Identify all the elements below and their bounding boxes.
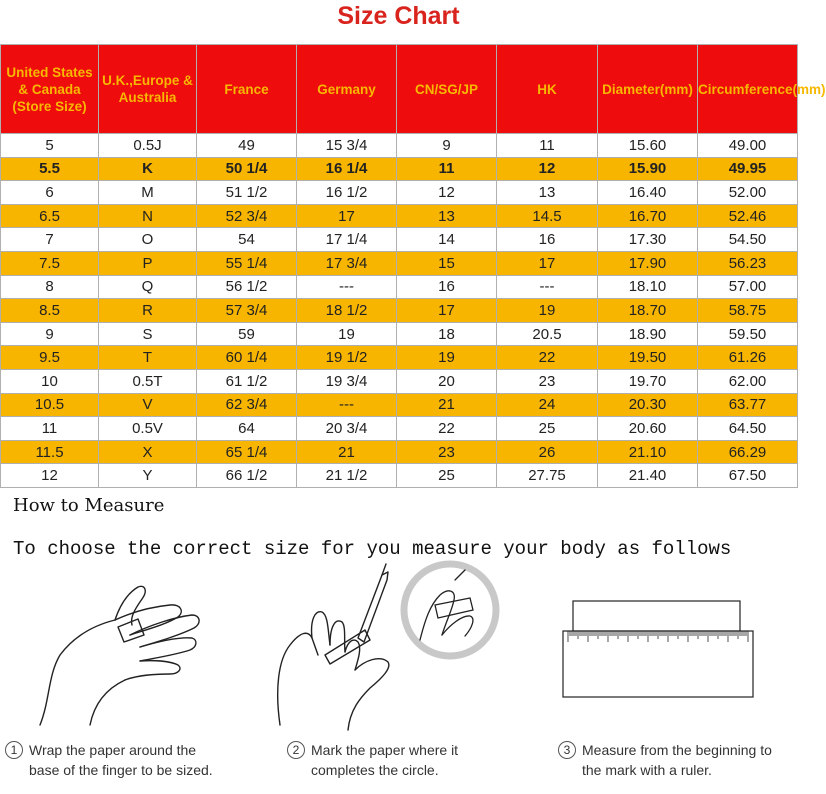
cell-france-size: 56 1/2 bbox=[197, 275, 297, 299]
cell-us-size: 11.5 bbox=[1, 440, 99, 464]
cell-cn-size: 23 bbox=[397, 440, 497, 464]
cell-uk-size: 0.5J bbox=[99, 134, 197, 158]
cell-hk-size: 24 bbox=[497, 393, 598, 417]
cell-circumference: 63.77 bbox=[698, 393, 798, 417]
cell-cn-size: 14 bbox=[397, 228, 497, 252]
hand-wrap-illustration bbox=[20, 575, 210, 735]
cell-cn-size: 21 bbox=[397, 393, 497, 417]
cell-germany-size: 18 1/2 bbox=[297, 299, 397, 323]
cell-france-size: 61 1/2 bbox=[197, 369, 297, 393]
cell-circumference: 52.46 bbox=[698, 204, 798, 228]
table-row bbox=[1, 440, 798, 464]
cell-cn-size: 9 bbox=[397, 134, 497, 158]
cell-france-size: 57 3/4 bbox=[197, 299, 297, 323]
cell-germany-size: 16 1/2 bbox=[297, 181, 397, 205]
cell-cn-size: 11 bbox=[397, 157, 497, 181]
cell-france-size: 54 bbox=[197, 228, 297, 252]
cell-france-size: 65 1/4 bbox=[197, 440, 297, 464]
cell-hk-size: --- bbox=[497, 275, 598, 299]
cell-circumference: 49.00 bbox=[698, 134, 798, 158]
cell-diameter: 20.30 bbox=[598, 393, 698, 417]
ruler-illustration bbox=[560, 600, 755, 700]
cell-cn-size: 17 bbox=[397, 299, 497, 323]
cell-cn-size: 22 bbox=[397, 417, 497, 441]
cell-diameter: 18.10 bbox=[598, 275, 698, 299]
cell-hk-size: 25 bbox=[497, 417, 598, 441]
page-title: Size Chart bbox=[337, 2, 460, 30]
cell-germany-size: 17 1/4 bbox=[297, 228, 397, 252]
table-row bbox=[1, 275, 798, 299]
cell-uk-size: N bbox=[99, 204, 197, 228]
cell-diameter: 19.50 bbox=[598, 346, 698, 370]
step-3-number-icon: 3 bbox=[558, 741, 576, 759]
cell-germany-size: 21 bbox=[297, 440, 397, 464]
cell-germany-size: 15 3/4 bbox=[297, 134, 397, 158]
table-row bbox=[1, 204, 798, 228]
table-row bbox=[1, 181, 798, 205]
cell-circumference: 67.50 bbox=[698, 464, 798, 488]
cell-us-size: 5.5 bbox=[1, 157, 99, 181]
cell-hk-size: 16 bbox=[497, 228, 598, 252]
cell-hk-size: 23 bbox=[497, 369, 598, 393]
table-row bbox=[1, 417, 798, 441]
cell-germany-size: 17 3/4 bbox=[297, 251, 397, 275]
cell-hk-size: 13 bbox=[497, 181, 598, 205]
step-1-text: Wrap the paper around the base of the finger to be sized. bbox=[29, 742, 213, 778]
cell-circumference: 57.00 bbox=[698, 275, 798, 299]
cell-france-size: 60 1/4 bbox=[197, 346, 297, 370]
cell-circumference: 62.00 bbox=[698, 369, 798, 393]
cell-uk-size: P bbox=[99, 251, 197, 275]
cell-diameter: 20.60 bbox=[598, 417, 698, 441]
step-1-number-icon: 1 bbox=[5, 741, 23, 759]
cell-cn-size: 16 bbox=[397, 275, 497, 299]
cell-uk-size: K bbox=[99, 157, 197, 181]
cell-germany-size: 19 1/2 bbox=[297, 346, 397, 370]
cell-france-size: 50 1/4 bbox=[197, 157, 297, 181]
table-row bbox=[1, 346, 798, 370]
table-row bbox=[1, 157, 798, 181]
cell-us-size: 7 bbox=[1, 228, 99, 252]
cell-germany-size: 19 bbox=[297, 322, 397, 346]
cell-uk-size: M bbox=[99, 181, 197, 205]
cell-uk-size: T bbox=[99, 346, 197, 370]
table-row bbox=[1, 393, 798, 417]
cell-cn-size: 25 bbox=[397, 464, 497, 488]
cell-us-size: 7.5 bbox=[1, 251, 99, 275]
cell-hk-size: 11 bbox=[497, 134, 598, 158]
cell-hk-size: 27.75 bbox=[497, 464, 598, 488]
table-row bbox=[1, 464, 798, 488]
header-germany-size: Germany bbox=[297, 45, 397, 134]
cell-germany-size: 21 1/2 bbox=[297, 464, 397, 488]
cell-circumference: 59.50 bbox=[698, 322, 798, 346]
cell-us-size: 8 bbox=[1, 275, 99, 299]
cell-hk-size: 12 bbox=[497, 157, 598, 181]
cell-us-size: 10 bbox=[1, 369, 99, 393]
cell-hk-size: 20.5 bbox=[497, 322, 598, 346]
table-row bbox=[1, 251, 798, 275]
table-row bbox=[1, 228, 798, 252]
header-hk-size: HK bbox=[497, 45, 598, 134]
cell-us-size: 6 bbox=[1, 181, 99, 205]
cell-us-size: 12 bbox=[1, 464, 99, 488]
cell-diameter: 17.30 bbox=[598, 228, 698, 252]
cell-circumference: 64.50 bbox=[698, 417, 798, 441]
cell-france-size: 59 bbox=[197, 322, 297, 346]
cell-circumference: 52.00 bbox=[698, 181, 798, 205]
cell-circumference: 56.23 bbox=[698, 251, 798, 275]
cell-france-size: 51 1/2 bbox=[197, 181, 297, 205]
how-to-measure-subtitle: To choose the correct size for you measure your body as follows bbox=[13, 538, 732, 560]
cell-diameter: 21.40 bbox=[598, 464, 698, 488]
table-body bbox=[1, 134, 798, 488]
table-header-row bbox=[1, 45, 798, 134]
cell-hk-size: 17 bbox=[497, 251, 598, 275]
cell-circumference: 58.75 bbox=[698, 299, 798, 323]
cell-hk-size: 26 bbox=[497, 440, 598, 464]
cell-us-size: 10.5 bbox=[1, 393, 99, 417]
header-circumference: Circumference(mm) bbox=[698, 45, 798, 134]
cell-france-size: 66 1/2 bbox=[197, 464, 297, 488]
cell-germany-size: --- bbox=[297, 275, 397, 299]
cell-hk-size: 22 bbox=[497, 346, 598, 370]
step-2-number-icon: 2 bbox=[287, 741, 305, 759]
cell-uk-size: V bbox=[99, 393, 197, 417]
header-us-size: United States & Canada (Store Size) bbox=[1, 45, 99, 134]
cell-diameter: 15.60 bbox=[598, 134, 698, 158]
cell-cn-size: 12 bbox=[397, 181, 497, 205]
cell-hk-size: 14.5 bbox=[497, 204, 598, 228]
step-1 bbox=[5, 740, 239, 780]
cell-uk-size: 0.5V bbox=[99, 417, 197, 441]
header-diameter: Diameter(mm) bbox=[598, 45, 698, 134]
header-uk-size: U.K.,Europe & Australia bbox=[99, 45, 197, 134]
cell-hk-size: 19 bbox=[497, 299, 598, 323]
cell-us-size: 11 bbox=[1, 417, 99, 441]
cell-us-size: 9 bbox=[1, 322, 99, 346]
cell-uk-size: 0.5T bbox=[99, 369, 197, 393]
cell-us-size: 6.5 bbox=[1, 204, 99, 228]
cell-cn-size: 19 bbox=[397, 346, 497, 370]
cell-france-size: 64 bbox=[197, 417, 297, 441]
cell-us-size: 5 bbox=[1, 134, 99, 158]
step-3 bbox=[558, 740, 792, 780]
cell-uk-size: R bbox=[99, 299, 197, 323]
table-row bbox=[1, 322, 798, 346]
cell-diameter: 15.90 bbox=[598, 157, 698, 181]
cell-germany-size: 20 3/4 bbox=[297, 417, 397, 441]
cell-us-size: 8.5 bbox=[1, 299, 99, 323]
table-row bbox=[1, 299, 798, 323]
cell-circumference: 66.29 bbox=[698, 440, 798, 464]
cell-diameter: 16.40 bbox=[598, 181, 698, 205]
cell-france-size: 55 1/4 bbox=[197, 251, 297, 275]
step-2-text: Mark the paper where it completes the circle. bbox=[311, 742, 459, 778]
cell-cn-size: 13 bbox=[397, 204, 497, 228]
step-2 bbox=[287, 740, 521, 780]
table-row bbox=[1, 134, 798, 158]
cell-france-size: 49 bbox=[197, 134, 297, 158]
cell-uk-size: X bbox=[99, 440, 197, 464]
cell-france-size: 52 3/4 bbox=[197, 204, 297, 228]
table-row bbox=[1, 369, 798, 393]
cell-germany-size: 17 bbox=[297, 204, 397, 228]
header-france-size: France bbox=[197, 45, 297, 134]
size-chart-table bbox=[0, 44, 826, 488]
cell-us-size: 9.5 bbox=[1, 346, 99, 370]
cell-cn-size: 18 bbox=[397, 322, 497, 346]
cell-france-size: 62 3/4 bbox=[197, 393, 297, 417]
how-to-measure-title: How to Measure bbox=[13, 495, 165, 516]
cell-germany-size: 19 3/4 bbox=[297, 369, 397, 393]
cell-diameter: 21.10 bbox=[598, 440, 698, 464]
cell-uk-size: Y bbox=[99, 464, 197, 488]
cell-uk-size: S bbox=[99, 322, 197, 346]
cell-diameter: 18.90 bbox=[598, 322, 698, 346]
cell-uk-size: O bbox=[99, 228, 197, 252]
cell-cn-size: 20 bbox=[397, 369, 497, 393]
cell-diameter: 17.90 bbox=[598, 251, 698, 275]
cell-germany-size: --- bbox=[297, 393, 397, 417]
hand-mark-illustration bbox=[270, 560, 520, 735]
cell-uk-size: Q bbox=[99, 275, 197, 299]
cell-circumference: 54.50 bbox=[698, 228, 798, 252]
cell-diameter: 16.70 bbox=[598, 204, 698, 228]
cell-diameter: 19.70 bbox=[598, 369, 698, 393]
step-3-text: Measure from the beginning to the mark with a ruler. bbox=[582, 742, 772, 778]
cell-germany-size: 16 1/4 bbox=[297, 157, 397, 181]
cell-circumference: 61.26 bbox=[698, 346, 798, 370]
cell-cn-size: 15 bbox=[397, 251, 497, 275]
cell-diameter: 18.70 bbox=[598, 299, 698, 323]
header-cn-size: CN/SG/JP bbox=[397, 45, 497, 134]
cell-circumference: 49.95 bbox=[698, 157, 798, 181]
